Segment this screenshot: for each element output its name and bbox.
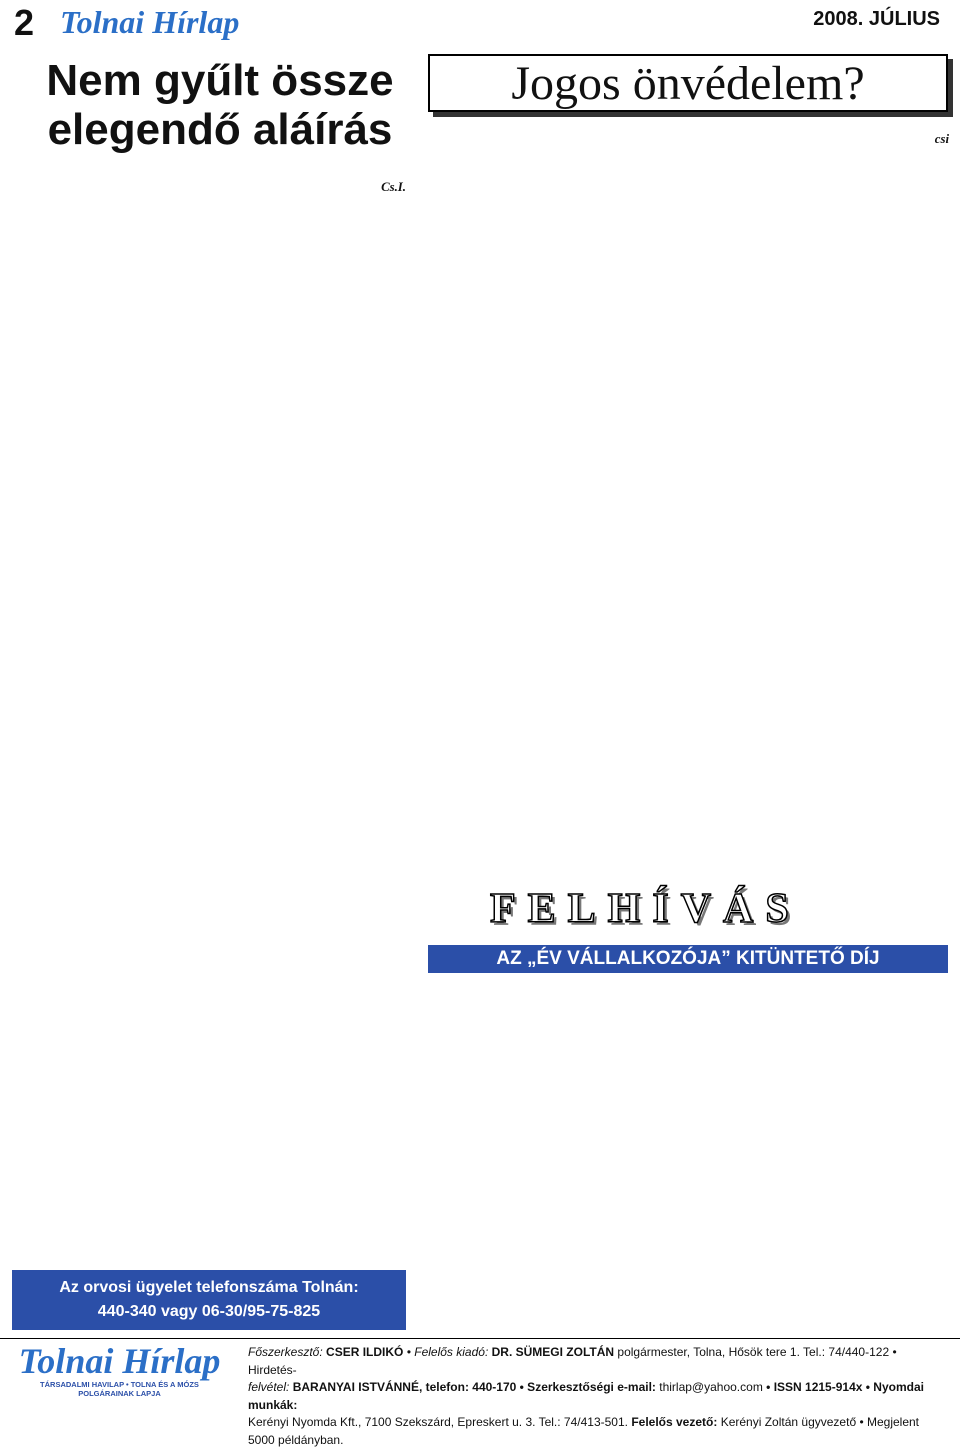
imprint-label: Főszerkesztő: — [248, 1345, 327, 1359]
imprint-value: CSER ILDIKÓ — [326, 1345, 404, 1359]
imprint-label: • Felelős kiadó: — [403, 1345, 492, 1359]
footer-divider — [0, 1338, 960, 1339]
right-signature: csi — [934, 132, 949, 146]
right-article-col2 — [703, 132, 949, 147]
page-number: 2 — [14, 2, 35, 43]
right-headline: Jogos önvédelem? — [428, 54, 948, 112]
imprint-label: Felelős vezető: — [631, 1415, 721, 1429]
footer-logo-sub: TÁRSADALMI HAVILAP • TOLNA ÉS A MÓZS POLGÁRAINAK LAPJA — [40, 1380, 199, 1398]
imprint-value: DR. SÜMEGI ZOLTÁN — [491, 1345, 615, 1359]
imprint-value: BARANYAI ISTVÁNNÉ, telefon: 440-170 • Szerkesztőségi e-mail: — [292, 1380, 660, 1394]
phone-box-line1: Az orvosi ügyelet telefonszáma Tolnán: — [59, 1279, 359, 1296]
issue-date: 2008. JÚLIUS — [813, 8, 940, 30]
left-headline: Nem gyűlt össze elegendő aláírás — [46, 56, 394, 154]
masthead-logo: Tolnai Hírlap — [60, 4, 240, 40]
phone-box — [12, 1270, 406, 1330]
phone-box-line2: 440-340 vagy 06-30/95-75-825 — [97, 1303, 321, 1320]
imprint-value: • ISSN 1215-914x • Nyomdai munkák: — [248, 1380, 924, 1412]
imprint-text: Kerényi Zoltán ügyvezető • Megjelent 5000 példányban. — [248, 1415, 920, 1447]
imprint-text: Kerényi Nyomda Kft., 7100 Szekszárd, Epreskert u. 3. Tel.: 74/413-501. — [248, 1415, 632, 1429]
left-article — [12, 180, 406, 195]
notice-banner: AZ „ÉV VÁLLALKOZÓJA” KITÜNTETŐ DÍJ — [428, 945, 948, 973]
imprint — [248, 1344, 948, 1449]
notice-heading: FELHÍVÁS — [490, 886, 801, 932]
imprint-label: felvétel: — [248, 1380, 293, 1394]
footer-logo-text: Tolnai Hírlap — [18, 1341, 221, 1381]
left-signature: Cs.I. — [381, 180, 406, 194]
footer-logo — [12, 1342, 227, 1398]
imprint-email: thirlap@yahoo.com — [659, 1380, 763, 1394]
imprint-text: polgármester, Tolna, Hősök tere 1. Tel.: 74/440-122 • Hirdetés- — [248, 1345, 897, 1377]
